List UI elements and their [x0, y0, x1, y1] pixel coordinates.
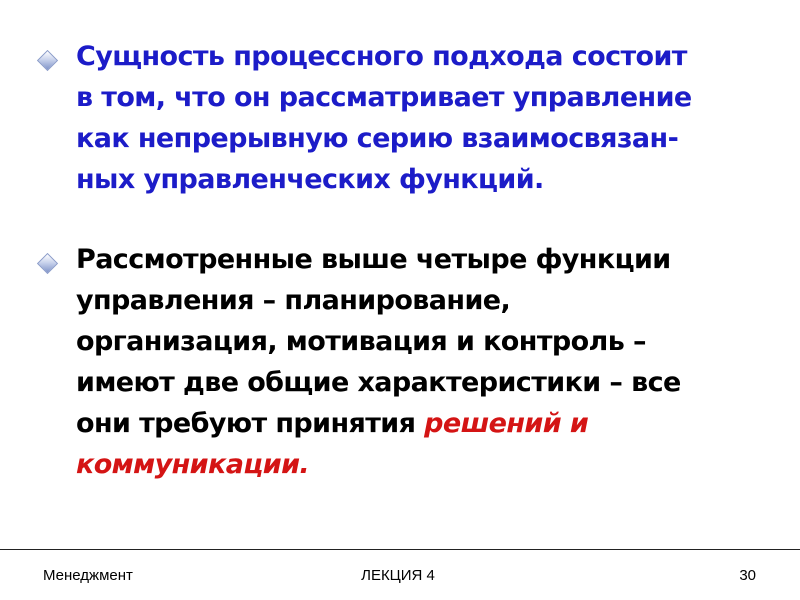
highlight-communications: коммуникации. — [76, 449, 310, 480]
bullet-line: ных управленческих функций. — [76, 164, 544, 195]
highlight-decisions: решений и — [424, 408, 589, 439]
diamond-bullet-icon — [37, 253, 58, 274]
footer-course-name: Менеджмент — [43, 567, 133, 584]
bullet-line: Сущность процессного подхода состоит — [76, 41, 687, 72]
bullet-line: в том, что он рассматривает управление — [76, 82, 692, 113]
bullet-paragraph-management-functions — [76, 239, 776, 485]
diamond-bullet-icon — [37, 50, 58, 71]
bullet-line: имеют две общие характеристики – все — [76, 367, 681, 398]
bullet-line: Рассмотренные выше четыре функции — [76, 244, 671, 275]
footer-lecture-label: ЛЕКЦИЯ 4 — [361, 567, 435, 584]
footer-page-number: 30 — [739, 567, 756, 584]
bullet-line — [76, 403, 776, 444]
bullet-line: как непрерывную серию взаимосвязан- — [76, 123, 679, 154]
bullet-paragraph-process-approach — [76, 36, 776, 200]
footer-divider — [0, 549, 800, 550]
bullet-line: управления – планирование, — [76, 285, 511, 316]
bullet-line: организация, мотивация и контроль – — [76, 326, 646, 357]
bullet-line-text: они требуют принятия — [76, 408, 425, 439]
